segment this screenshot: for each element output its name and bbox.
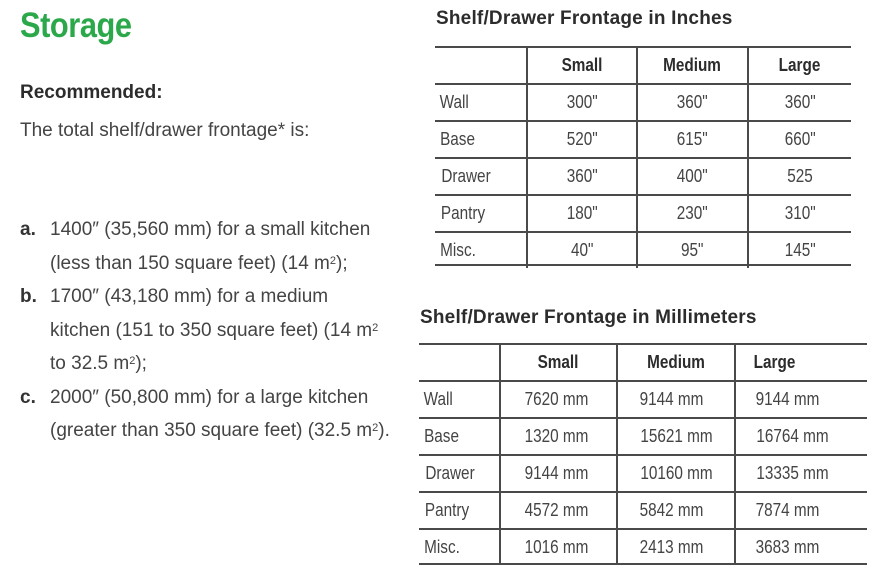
cell: 145" <box>748 232 851 268</box>
cell: 7874 mm <box>735 492 867 529</box>
list-text: ); <box>336 252 348 274</box>
row-label: Base <box>424 426 459 446</box>
list-item-medium <box>20 280 390 381</box>
mm-table <box>419 343 867 565</box>
list-marker: c. <box>20 386 36 408</box>
cell: 40" <box>527 232 637 268</box>
list-item-large <box>20 381 390 448</box>
row-label: Wall <box>423 389 453 409</box>
page-title: Storage <box>20 6 132 45</box>
cell: 615" <box>637 121 748 158</box>
superscript: 2 <box>129 355 136 367</box>
row-label: Pantry <box>440 203 486 223</box>
header-small: Small <box>527 47 637 84</box>
table-row <box>419 418 867 455</box>
list-text: to 32.5 m <box>50 353 130 374</box>
table-header-row <box>435 47 851 84</box>
list-marker: a. <box>20 219 36 240</box>
cell: 300" <box>527 84 637 121</box>
list-text: 1400″ (35,560 mm) for a small kitchen (less than 150 square feet) (14 m <box>50 219 371 274</box>
cell: 15621 mm <box>617 418 735 455</box>
cell: 5842 mm <box>617 492 735 529</box>
table-row <box>419 529 867 565</box>
cell: 9144 mm <box>500 455 617 492</box>
table-header-row <box>419 344 867 381</box>
list-text: 2000″ (50,800 mm) for a large kitchen (greater than 350 square feet) (32.5 m <box>50 386 373 441</box>
cell: 310" <box>748 195 851 232</box>
cell: 3683 mm <box>735 529 867 565</box>
cell: 525 <box>748 158 851 195</box>
inches-table <box>435 46 851 268</box>
list-marker: b. <box>20 286 37 307</box>
list-text: 1700″ (43,180 mm) for a medium kitchen (151 to 350 square feet) (14 m <box>50 286 373 341</box>
list-text: ); <box>135 353 147 374</box>
cell: 520" <box>527 121 637 158</box>
row-label: Pantry <box>424 500 470 520</box>
cell: 360" <box>748 84 851 121</box>
row-label: Drawer <box>441 166 491 186</box>
cell: 360" <box>637 84 748 121</box>
header-medium: Medium <box>637 47 748 84</box>
cell: 16764 mm <box>735 418 867 455</box>
cell: 7620 mm <box>500 381 617 418</box>
cell: 9144 mm <box>617 381 735 418</box>
cell: 1016 mm <box>500 529 617 565</box>
list-text: ). <box>378 420 390 441</box>
header-medium: Medium <box>617 344 735 381</box>
table-row <box>419 381 867 418</box>
row-label: Base <box>440 129 475 149</box>
cell: 13335 mm <box>735 455 867 492</box>
header-large: Large <box>735 344 867 381</box>
recommended-label: Recommended: <box>20 82 163 103</box>
mm-table-title: Shelf/Drawer Frontage in Millimeters <box>420 307 757 328</box>
table-row <box>435 84 851 121</box>
header-empty <box>435 47 527 84</box>
cell: 230" <box>637 195 748 232</box>
row-label: Wall <box>439 92 469 112</box>
header-large: Large <box>748 47 851 84</box>
cell: 10160 mm <box>617 455 735 492</box>
cell: 4572 mm <box>500 492 617 529</box>
cell: 180" <box>527 195 637 232</box>
cell: 660" <box>748 121 851 158</box>
cell: 360" <box>527 158 637 195</box>
row-label: Misc. <box>440 240 476 260</box>
inches-table-title: Shelf/Drawer Frontage in Inches <box>436 8 733 29</box>
header-small: Small <box>500 344 617 381</box>
row-label: Misc. <box>424 537 460 557</box>
superscript: 2 <box>329 254 336 267</box>
table-row <box>435 121 851 158</box>
list-item-small <box>20 213 390 280</box>
superscript: 2 <box>372 321 379 334</box>
inches-table-bottom-rule <box>435 264 851 266</box>
kitchen-size-list <box>20 213 390 448</box>
table-row <box>435 232 851 268</box>
cell: 400" <box>637 158 748 195</box>
superscript: 2 <box>372 422 379 434</box>
table-row <box>435 158 851 195</box>
table-row <box>419 455 867 492</box>
cell: 1320 mm <box>500 418 617 455</box>
row-label: Drawer <box>425 463 475 483</box>
cell: 9144 mm <box>735 381 867 418</box>
header-empty <box>419 344 500 381</box>
mm-table-bottom-rule <box>419 563 867 565</box>
table-row <box>435 195 851 232</box>
cell: 95" <box>637 232 748 268</box>
cell: 2413 mm <box>617 529 735 565</box>
intro-text: The total shelf/drawer frontage* is: <box>20 120 310 141</box>
table-row <box>419 492 867 529</box>
